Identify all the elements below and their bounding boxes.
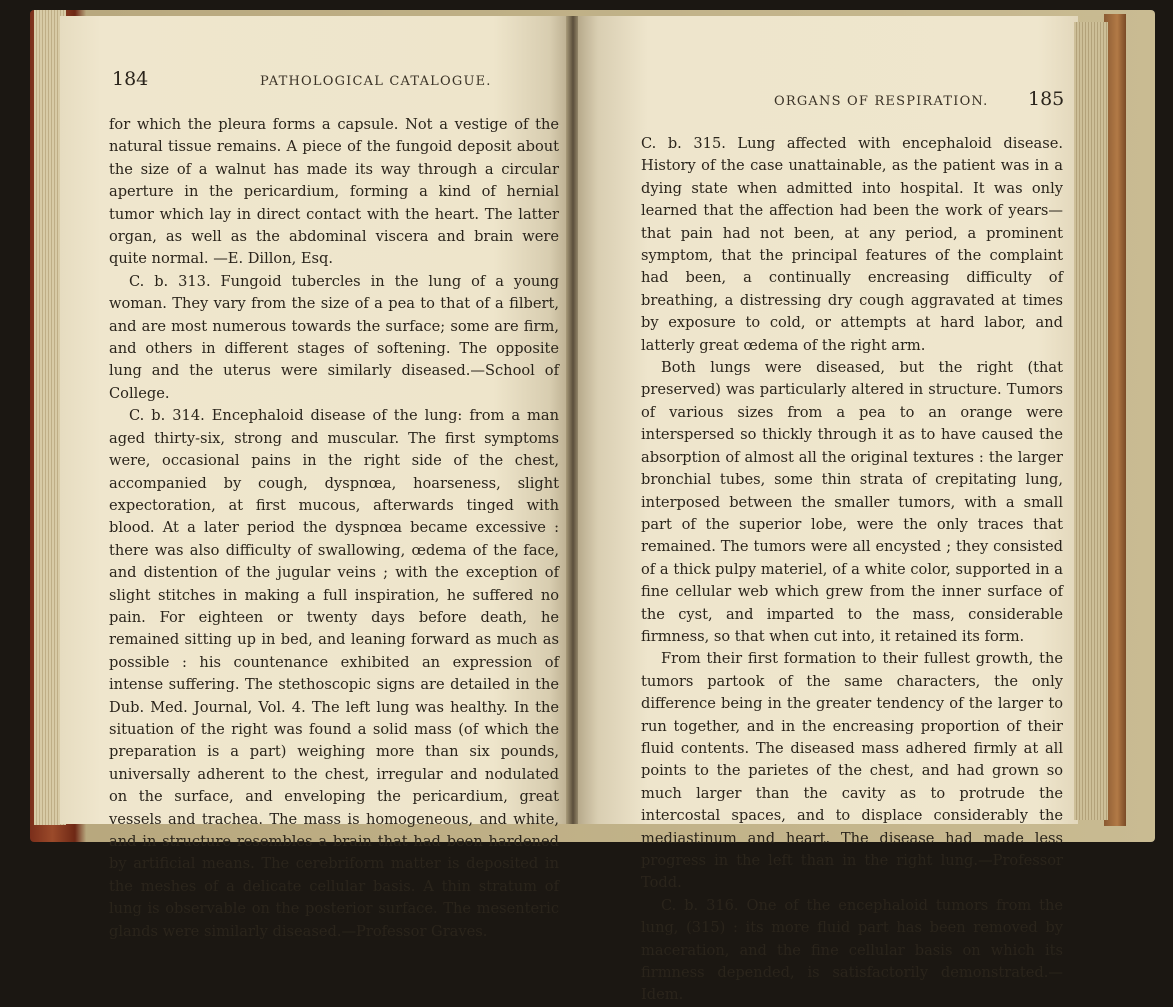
right-page xyxy=(578,16,1078,1004)
paragraph: C. b. 315. Lung affected with encephaloid disease. History of the case unattainable, as the patient was in a dying state when admitted into hospital. It was only learned that the affection had been the work of years—that pain had not been, at any period, a prominent symptom, that the principal features of the complaint had been, a continually encreasing difficulty of breathing, a distressing dry cough aggravated at times by exposure to cold, or attempts at hard labor, and latterly great œdema of the right arm. xyxy=(641,135,1063,354)
paragraph: Both lungs were diseased, but the right (that preserved) was particularly altered in structure. Tumors of various sizes from a pea to an orange were interspersed so thickly through it as to have caused the absorption of almost all the original textures : the larger bronchial tubes, some thin strata of crepitating lung, interposed between the smaller tumors, with a small part of the superior lobe, were the only traces that remained. The tumors were all encysted ; they consisted of a thick pulpy materiel, of a white color, supported in a fine cellular web which grew from the inner surface of the cyst, and imparted to the mass, considerable firmness, so that when cut into, it retained its form. xyxy=(641,359,1063,645)
right-page-number: 185 xyxy=(1028,88,1065,110)
right-running-head: ORGANS OF RESPIRATION. xyxy=(774,94,989,109)
page-edges-right xyxy=(1074,22,1108,820)
left-page-number: 184 xyxy=(112,68,149,90)
paragraph: C. b. 316. One of the encephaloid tumors from the lung, (315) : its more fluid part has been removed by maceration, and the fine cellular basis on which its firmness depended, is satisfactorily demonstrated.—Idem. xyxy=(641,896,1063,1004)
left-page xyxy=(60,16,570,940)
left-running-head: PATHOLOGICAL CATALOGUE. xyxy=(260,74,492,89)
paragraph: C. b. 313. Fungoid tubercles in the lung of a young woman. They vary from the size of a pea to that of a filbert, and are most numerous towards the surface; some are firm, and others in different stages of softening. The opposite lung and the uterus were similarly diseased.—School of College. xyxy=(109,272,559,402)
paragraph: for which the pleura forms a capsule. Not a vestige of the natural tissue remains. A piece of the fungoid deposit about the size of a walnut has made its way through a circular aperture in the pericardium, forming a kind of hernial tumor which lay in direct contact with the heart. The latter organ, as well as the abdominal viscera and brain were quite normal. —E. Dillon, Esq. xyxy=(109,116,559,268)
right-page-text xyxy=(641,133,1063,1007)
left-page-text xyxy=(109,114,559,943)
paragraph: From their first formation to their fullest growth, the tumors partook of the same characters, the only difference being in the greater tendency of the larger to run together, and in the encreasing proportion of their fluid contents. The diseased mass adhered firmly at all points to the parietes of the chest, and had grown so much larger than the cavity as to protrude the intercostal spaces, and to displace considerably the mediastinum and heart. The disease had made less progress in the left than in the right lung.—Professor Todd. xyxy=(641,650,1063,892)
paragraph: C. b. 314. Encephaloid disease of the lung: from a man aged thirty-six, strong and muscular. The first symptoms were, occasional pains in the right side of the chest, accompanied by cough, dyspnœa, hoarseness, slight expectoration, at first mucous, afterwards tinged with blood. At a later period the dyspnœa became excessive : there was also difficulty of swallowing, œdema of the face, and distention of the jugular veins ; with the exception of slight stitches in making a full inspiration, he suffered no pain. For eighteen or twenty days before death, he remained sitting up in bed, and leaning forward as much as possible : his countenance exhibited an expression of intense suffering. The stethoscopic signs are detailed in the Dub. Med. Journal, Vol. 4. The left lung was healthy. In the situation of the right was found a solid mass (of which the preparation is a part) weighing more than six pounds, universally adherent to the chest, irregular and nodulated on the surface, and enveloping the pericardium, great vessels and trachea. The mass is homogeneous, and white, and in structure resembles a brain that had been hardened by artificial means. The cerebriform matter is deposited in the meshes of a delicate cellular basis. A thin stratum of lung is observable on the posterior surface. The mesenteric glands were similarly diseased.—Professor Graves. xyxy=(109,407,559,940)
